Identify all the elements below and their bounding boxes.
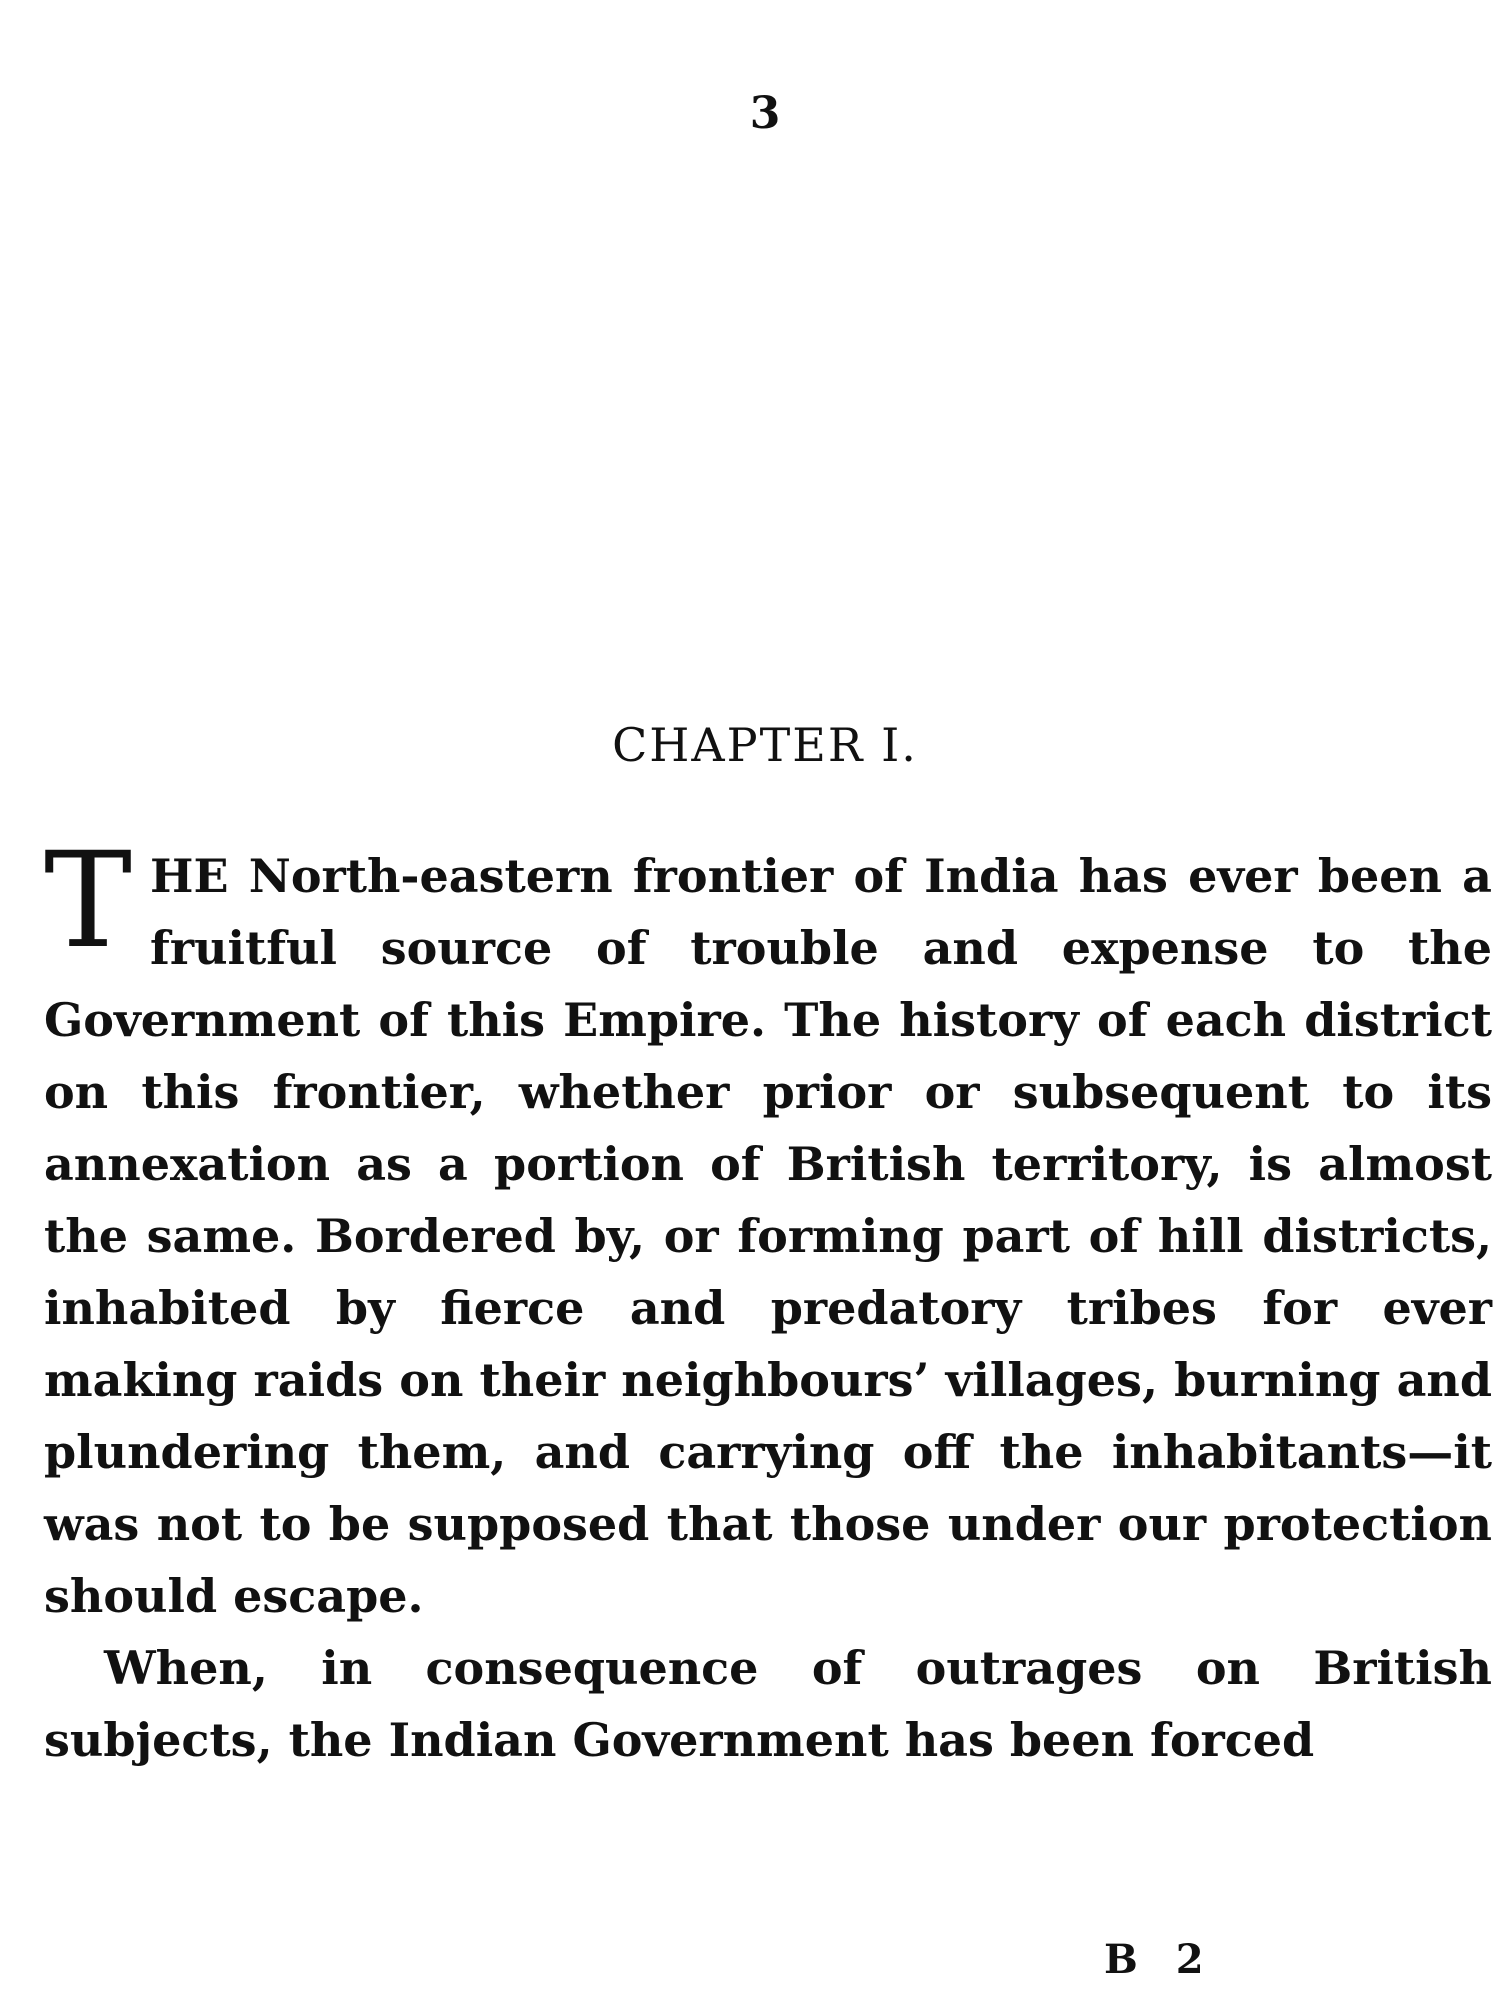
paragraph-first-text: HE North-eastern frontier of India has ever been a fruitful source of trouble and expense to the Government of this Empire. The history of each district on this frontier, whether prior or subsequent to its annexation as a portion of British territory, is almost the same. Bordered by, or forming part of hill districts, inhabited by fierce and predatory tribes for ever making raids on their neighbours’ villages, burning and plundering them, and carrying off the inhabitants—it was not to be supposed that those under our protection should escape. bbox=[44, 849, 1492, 1623]
signature-mark: B 2 bbox=[1104, 1936, 1216, 1983]
chapter-title: CHAPTER I. bbox=[612, 718, 918, 772]
paragraph-second: When, in consequence of outrages on British subjects, the Indian Government has been forced bbox=[44, 1641, 1492, 1767]
drop-cap: T bbox=[44, 824, 133, 978]
body-text bbox=[44, 824, 1492, 1776]
paragraph-first bbox=[44, 824, 1492, 1632]
page-number: 3 bbox=[749, 88, 781, 139]
